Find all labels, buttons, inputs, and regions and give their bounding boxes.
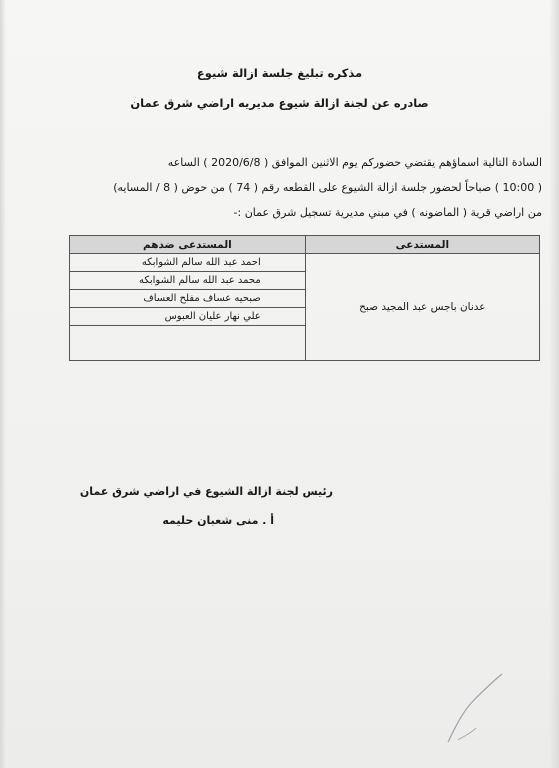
table-body-row <box>70 254 540 361</box>
summons-line-2: ( 10:00 ) صباحاً لحضور جلسة ازالة الشيوع على القطعه رقم ( 74 ) من حوض ( 8 / المسايه) <box>113 181 542 194</box>
committee-chair-title: رئيس لجنة ازالة الشيوع في اراضي شرق عمان <box>79 485 333 498</box>
defendants-cell <box>70 254 306 361</box>
table-header-row <box>70 236 540 254</box>
defendant-item: صبحيه عساف مفلح العساف <box>70 290 305 308</box>
parties-table <box>69 235 540 361</box>
scan-shadow-right <box>549 0 559 768</box>
handwritten-signature <box>440 670 510 750</box>
defendants-empty-space <box>70 326 305 360</box>
defendant-item: علي نهار عليان العبوس <box>70 308 305 326</box>
memo-title: مذكره تبليغ جلسة ازالة شيوع <box>196 66 363 80</box>
plaintiff-header: المستدعى <box>305 236 539 254</box>
defendant-item: محمد عبد الله سالم الشوابكه <box>70 272 305 290</box>
plaintiff-name: عدنان باجس عبد المجيد صبح <box>305 254 539 361</box>
memo-subtitle: صادره عن لجنة ازالة شيوع مديريه اراضي شرق عمان <box>130 96 429 110</box>
summons-paragraph <box>72 150 542 225</box>
summons-line-1: السادة التالية اسماؤهم يقتضي حضوركم يوم الاثنين الموافق ( 2020/6/8 ) الساعه <box>167 156 542 169</box>
defendants-header: المستدعى ضدهم <box>70 236 306 254</box>
defendant-item: احمد عبد الله سالم الشوابكه <box>70 254 305 272</box>
committee-chair-name: أ . منى شعبان حليمه <box>162 514 274 527</box>
scan-shadow-left <box>0 0 6 768</box>
summons-line-3: من اراضي قرية ( الماضونه ) في مبني مديرية تسجيل شرق عمان :- <box>233 206 542 219</box>
